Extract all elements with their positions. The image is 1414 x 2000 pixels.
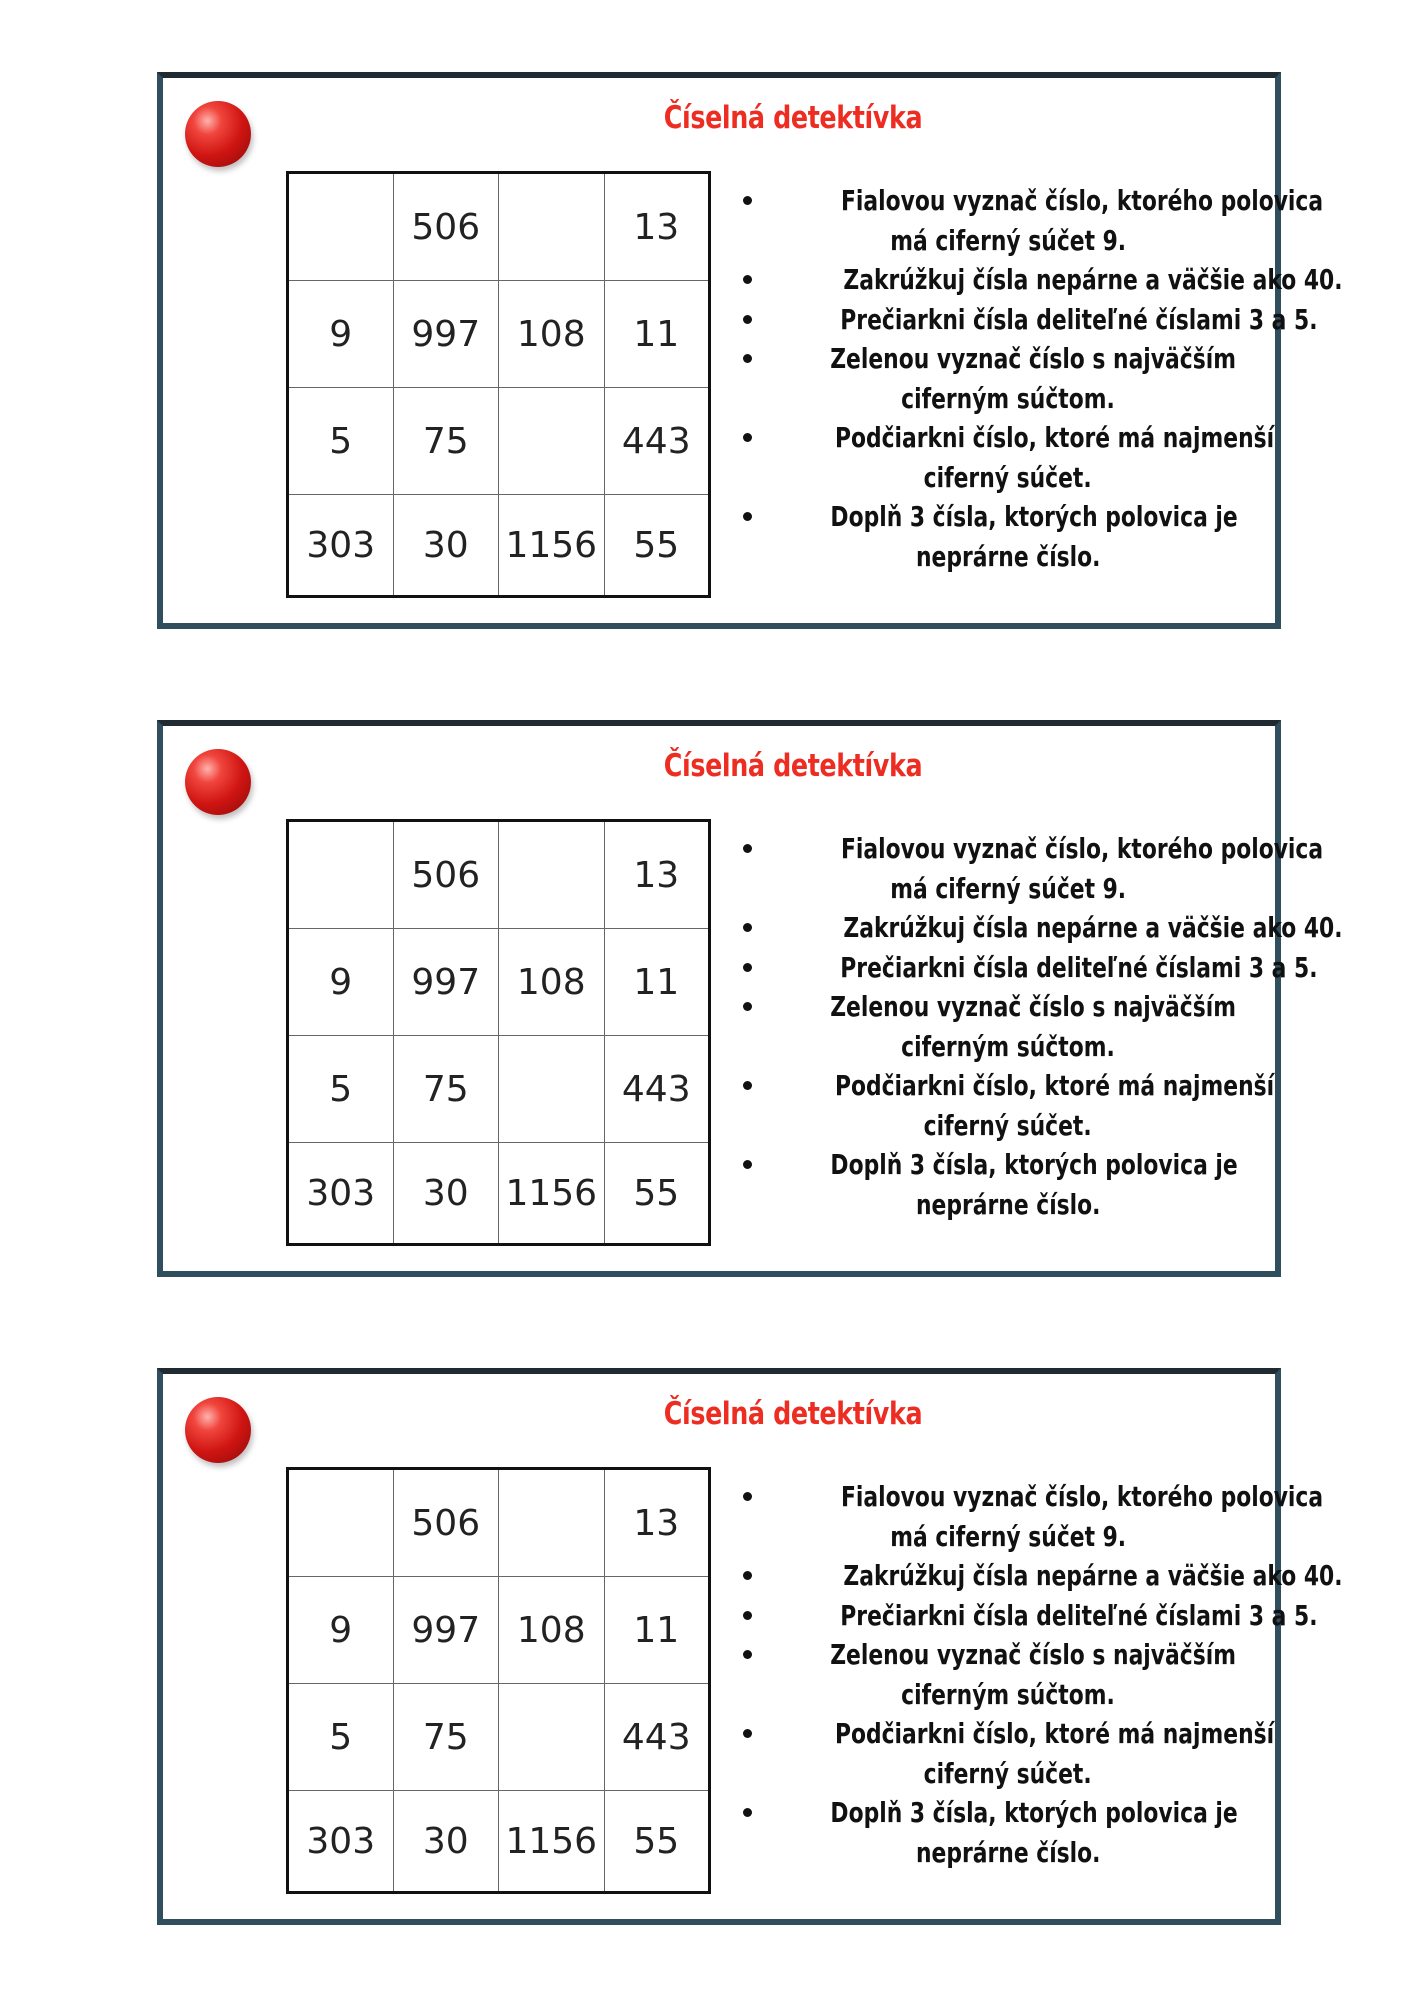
task-text-line: ciferným súčtom.: [901, 1677, 1115, 1711]
bullet-icon: [743, 1571, 752, 1580]
task-text-line: neprárne číslo.: [915, 539, 1101, 573]
task-item: [743, 1066, 1275, 1145]
grid-cell: 13: [604, 173, 710, 281]
number-grid: [286, 819, 711, 1246]
task-text-line: Zelenou vyznač číslo s najväčším: [830, 342, 1236, 375]
grid-cell: [499, 1469, 605, 1577]
grid-row: [288, 1036, 710, 1143]
red-ball-icon: [185, 749, 251, 815]
task-text-line: Zelenou vyznač číslo s najväčším: [830, 1638, 1236, 1671]
task-text-line: Zakrúžkuj čísla nepárne a väčšie ako 40.: [843, 263, 1343, 296]
grid-cell: 108: [499, 1577, 605, 1684]
grid-cell: 11: [604, 1577, 710, 1684]
grid-cell: [499, 1036, 605, 1143]
bullet-icon: [743, 1081, 752, 1090]
red-ball-icon: [185, 1397, 251, 1463]
grid-row: [288, 1577, 710, 1684]
worksheet-card: [157, 1368, 1343, 1925]
grid-cell: 997: [393, 1577, 499, 1684]
grid-cell: 443: [604, 1036, 710, 1143]
task-item: [743, 908, 1343, 948]
grid-row: [288, 1469, 710, 1577]
task-text-line: Podčiarkni číslo, ktoré má najmenší: [834, 1717, 1275, 1750]
bullet-icon: [743, 512, 752, 521]
grid-cell: 75: [393, 1036, 499, 1143]
bullet-icon: [743, 315, 752, 324]
task-text-line: Zakrúžkuj čísla nepárne a väčšie ako 40.: [843, 1559, 1343, 1592]
task-text-line: Prečiarkni čísla deliteľné číslami 3 a 5.: [840, 950, 1318, 984]
task-text-line: Zelenou vyznač číslo s najväčším: [830, 990, 1236, 1023]
grid-row: [288, 821, 710, 929]
task-text-line: Prečiarkni čísla deliteľné číslami 3 a 5.: [840, 1598, 1318, 1632]
task-text-line: neprárne číslo.: [915, 1835, 1101, 1869]
bullet-icon: [743, 923, 752, 932]
task-item: [743, 829, 1324, 908]
grid-cell: [499, 388, 605, 495]
task-text-line: Podčiarkni číslo, ktoré má najmenší: [834, 421, 1275, 454]
grid-row: [288, 1143, 710, 1245]
task-text-line: Prečiarkni čísla deliteľné číslami 3 a 5.: [840, 302, 1318, 336]
bullet-icon: [743, 1160, 752, 1169]
grid-cell: 1156: [499, 495, 605, 597]
grid-cell: 108: [499, 281, 605, 388]
grid-row: [288, 281, 710, 388]
task-text-line: ciferným súčtom.: [901, 381, 1115, 415]
task-item: [743, 339, 1243, 418]
grid-cell: 55: [604, 1791, 710, 1893]
grid-cell: 1156: [499, 1791, 605, 1893]
grid-cell: 11: [604, 929, 710, 1036]
bullet-icon: [743, 433, 752, 442]
grid-cell: 13: [604, 1469, 710, 1577]
grid-cell: 303: [288, 1791, 394, 1893]
task-text-line: ciferným súčtom.: [901, 1029, 1115, 1063]
bullet-icon: [743, 1611, 752, 1620]
grid-cell: 443: [604, 388, 710, 495]
grid-row: [288, 929, 710, 1036]
grid-cell: 5: [288, 1684, 394, 1791]
task-text-line: Fialovou vyznač číslo, ktorého polovica: [840, 184, 1324, 217]
bullet-icon: [743, 963, 752, 972]
task-item: [743, 260, 1343, 300]
red-ball-icon: [185, 101, 251, 167]
grid-cell: 30: [393, 1143, 499, 1245]
number-grid: [286, 171, 711, 598]
grid-cell: 5: [288, 388, 394, 495]
bullet-icon: [743, 275, 752, 284]
grid-cell: [499, 821, 605, 929]
grid-row: [288, 495, 710, 597]
grid-cell: 55: [604, 1143, 710, 1245]
grid-cell: 997: [393, 929, 499, 1036]
grid-cell: [288, 821, 394, 929]
bullet-icon: [743, 196, 752, 205]
task-text-line: ciferný súčet.: [924, 460, 1092, 494]
bullet-icon: [743, 844, 752, 853]
grid-cell: 303: [288, 495, 394, 597]
grid-cell: 443: [604, 1684, 710, 1791]
grid-cell: 75: [393, 388, 499, 495]
task-text-line: má ciferný súčet 9.: [890, 871, 1126, 905]
task-text-line: ciferný súčet.: [924, 1756, 1092, 1790]
bullet-icon: [743, 1650, 752, 1659]
grid-cell: 30: [393, 495, 499, 597]
number-grid: [286, 1467, 711, 1894]
task-text-line: neprárne číslo.: [915, 1187, 1101, 1221]
task-text-line: Zakrúžkuj čísla nepárne a väčšie ako 40.: [843, 911, 1343, 944]
grid-cell: [288, 1469, 394, 1577]
task-text-line: Doplň 3 čísla, ktorých polovica je: [830, 1796, 1238, 1829]
grid-cell: 9: [288, 929, 394, 1036]
task-text-line: Fialovou vyznač číslo, ktorého polovica: [840, 832, 1324, 865]
task-item: [743, 1793, 1243, 1872]
card-title: Číselná detektívka: [663, 100, 923, 136]
task-text-line: Fialovou vyznač číslo, ktorého polovica: [840, 1480, 1324, 1513]
grid-cell: [288, 173, 394, 281]
task-item: [743, 497, 1243, 576]
grid-cell: 108: [499, 929, 605, 1036]
task-item: [743, 1596, 1318, 1636]
grid-cell: 75: [393, 1684, 499, 1791]
task-item: [743, 300, 1318, 340]
task-item: [743, 1477, 1324, 1556]
grid-cell: 55: [604, 495, 710, 597]
grid-cell: 9: [288, 281, 394, 388]
bullet-icon: [743, 1002, 752, 1011]
grid-cell: 997: [393, 281, 499, 388]
task-list: [703, 829, 1343, 1224]
task-text-line: má ciferný súčet 9.: [890, 223, 1126, 257]
task-text-line: má ciferný súčet 9.: [890, 1519, 1126, 1553]
task-text-line: ciferný súčet.: [924, 1108, 1092, 1142]
task-item: [743, 1145, 1243, 1224]
grid-cell: 506: [393, 173, 499, 281]
grid-cell: 13: [604, 821, 710, 929]
card-title: Číselná detektívka: [663, 748, 923, 784]
task-text-line: Podčiarkni číslo, ktoré má najmenší: [834, 1069, 1275, 1102]
grid-cell: 506: [393, 1469, 499, 1577]
grid-cell: 1156: [499, 1143, 605, 1245]
grid-row: [288, 1684, 710, 1791]
task-item: [743, 1714, 1275, 1793]
grid-cell: 5: [288, 1036, 394, 1143]
grid-cell: 11: [604, 281, 710, 388]
task-item: [743, 1556, 1343, 1596]
grid-row: [288, 1791, 710, 1893]
task-item: [743, 418, 1275, 497]
worksheet-card: [157, 72, 1343, 629]
task-text-line: Doplň 3 čísla, ktorých polovica je: [830, 1148, 1238, 1181]
worksheet-card: [157, 720, 1343, 1277]
bullet-icon: [743, 1808, 752, 1817]
grid-cell: 30: [393, 1791, 499, 1893]
task-item: [743, 181, 1324, 260]
grid-row: [288, 388, 710, 495]
grid-cell: 506: [393, 821, 499, 929]
grid-cell: [499, 173, 605, 281]
grid-cell: 9: [288, 1577, 394, 1684]
bullet-icon: [743, 354, 752, 363]
task-list: [703, 1477, 1343, 1872]
grid-cell: [499, 1684, 605, 1791]
bullet-icon: [743, 1492, 752, 1501]
task-list: [703, 181, 1343, 576]
grid-row: [288, 173, 710, 281]
task-item: [743, 1635, 1243, 1714]
task-item: [743, 948, 1318, 988]
task-text-line: Doplň 3 čísla, ktorých polovica je: [830, 500, 1238, 533]
bullet-icon: [743, 1729, 752, 1738]
card-title: Číselná detektívka: [663, 1396, 923, 1432]
task-item: [743, 987, 1243, 1066]
grid-cell: 303: [288, 1143, 394, 1245]
